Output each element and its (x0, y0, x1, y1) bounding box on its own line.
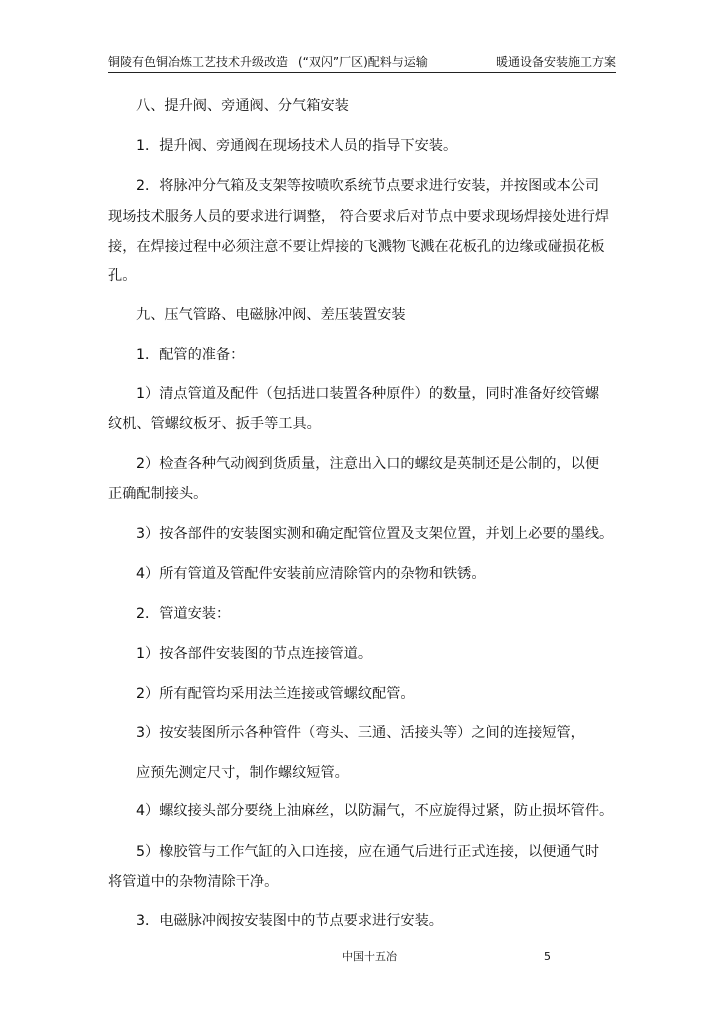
paragraph-line: 将管道中的杂物清除干净。 (108, 874, 279, 890)
page-number: 5 (544, 950, 551, 963)
paragraph-line: 5）橡胶管与工作气缸的入口连接，应在通气后进行正式连接，以便通气时 (136, 844, 600, 860)
header-project: 铜陵有色铜冶炼工艺技术升级改造 (108, 55, 289, 69)
paragraph-line: 孔。 (108, 268, 137, 284)
paragraph-line: 1．提升阀、旁通阀在现场技术人员的指导下安装。 (136, 138, 458, 154)
paragraph-line: 3）按安装图所示各种管件（弯头、三通、活接头等）之间的连接短管， (136, 725, 585, 741)
paragraph-line: 3）按各部件的安装图实测和确定配管位置及支架位置，并划上必要的墨线。 (136, 526, 614, 542)
paragraph-line: 2．将脉冲分气箱及支架等按喷吹系统节点要求进行安装，并按图或本公司 (136, 178, 600, 194)
paragraph-line: 2．管道安装： (136, 606, 231, 622)
paragraph-line: 纹机、管螺纹板牙、扳手等工具。 (108, 416, 321, 432)
paragraph-line: 2）所有配管均采用法兰连接或管螺纹配管。 (136, 686, 415, 702)
section-heading: 九、压气管路、电磁脉冲阀、差压装置安装 (136, 307, 406, 323)
paragraph-line: 1．配管的准备： (136, 347, 245, 363)
paragraph-line: 4）螺纹接头部分要绕上油麻丝，以防漏气，不应旋得过紧，防止损坏管件。 (136, 803, 614, 819)
paragraph-line: 接，在焊接过程中必须注意不要让焊接的飞溅物飞溅在花板孔的边缘或碰损花板 (108, 239, 605, 255)
header-section: (“双闪”厂区)配料与运输 (298, 55, 428, 69)
paragraph-line: 1）按各部件安装图的节点连接管道。 (136, 646, 373, 662)
paragraph-line: 2）检查各种气动阀到货质量，注意出入口的螺纹是英制还是公制的，以便 (136, 456, 600, 472)
paragraph-line: 1）清点管道及配件（包括进口装置各种原件）的数量，同时准备好绞管螺 (136, 386, 600, 402)
running-header (108, 54, 616, 70)
header-rule (108, 72, 616, 73)
paragraph-line: 应预先测定尺寸，制作螺纹短管。 (136, 765, 349, 781)
header-doc-title: 暖通设备安装施工方案 (495, 55, 616, 69)
footer-company: 中国十五冶 (342, 950, 397, 963)
paragraph-line: 3．电磁脉冲阀按安装图中的节点要求进行安装。 (136, 913, 443, 929)
paragraph-line: 4）所有管道及管配件安装前应清除管内的杂物和铁锈。 (136, 566, 486, 582)
section-heading: 八、提升阀、旁通阀、分气箱安装 (136, 98, 349, 114)
paragraph-line: 现场技术服务人员的要求进行调整， 符合要求后对节点中要求现场焊接处进行焊 (108, 209, 610, 225)
paragraph-line: 正确配制接头。 (108, 486, 208, 502)
